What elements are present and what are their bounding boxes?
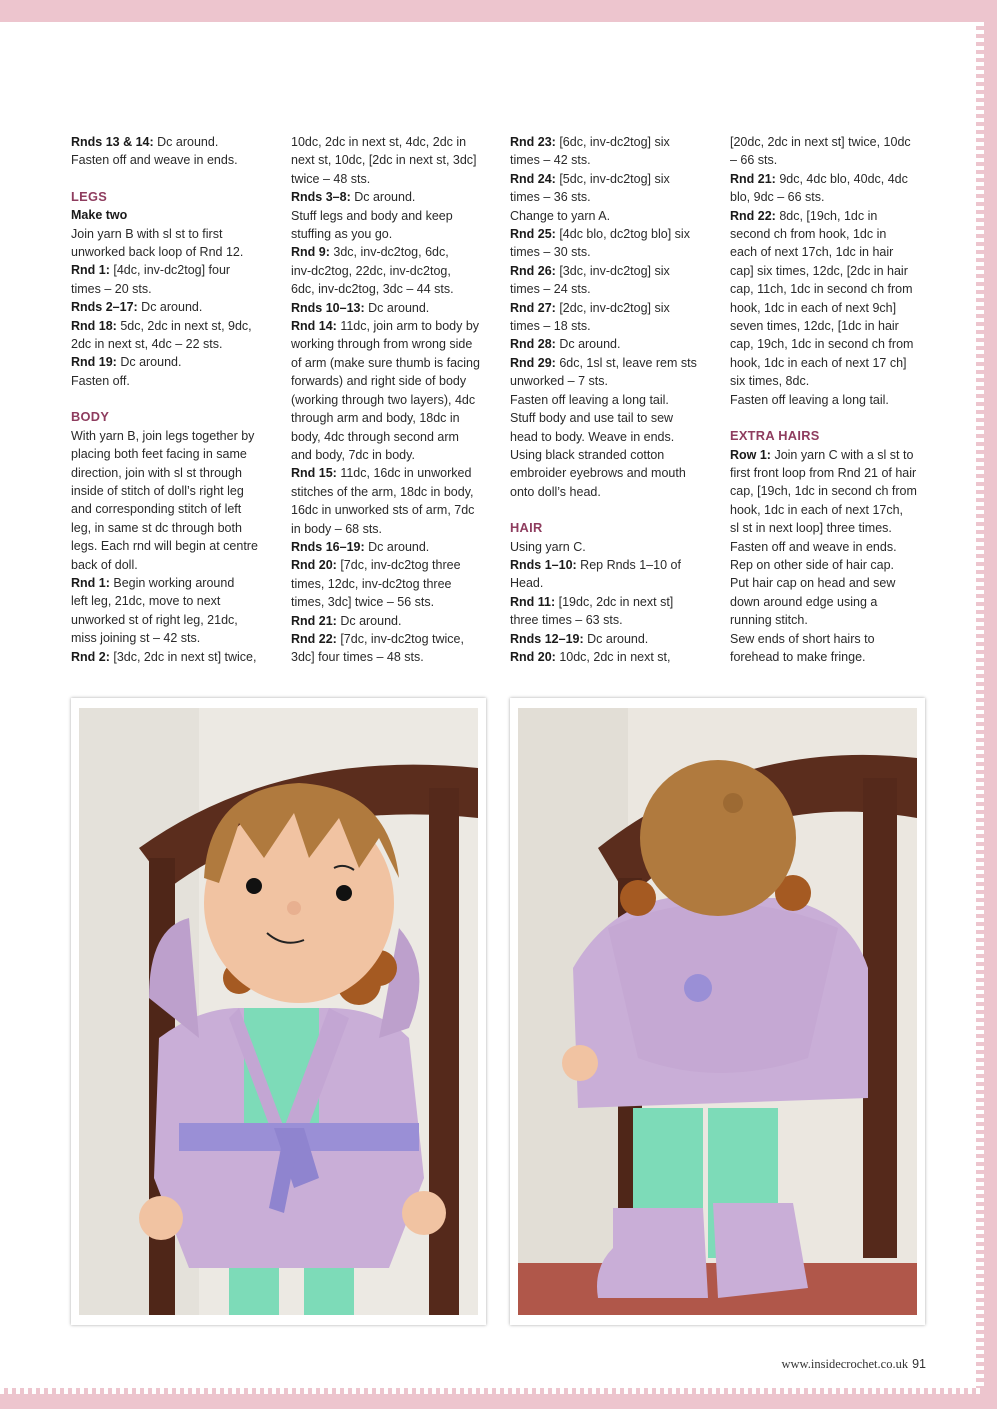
section-heading: BODY bbox=[71, 409, 110, 425]
pattern-line bbox=[730, 354, 930, 372]
instruction-text: 5dc, 2dc in next st, 9dc, bbox=[116, 318, 252, 333]
instruction-text: Dc around. bbox=[364, 539, 430, 554]
pattern-line bbox=[510, 299, 710, 317]
pattern-line bbox=[510, 170, 710, 188]
pattern-line bbox=[730, 170, 930, 188]
pattern-line bbox=[71, 611, 271, 629]
round-label: Rnds 2–17: bbox=[71, 300, 138, 315]
pattern-line bbox=[730, 243, 930, 261]
pattern-line bbox=[510, 207, 710, 225]
instruction-text: second ch from hook, 1dc in bbox=[730, 227, 887, 242]
instruction-text: times – 18 sts. bbox=[510, 319, 591, 334]
pattern-line bbox=[71, 648, 271, 666]
pattern-line bbox=[291, 170, 491, 188]
pattern-line bbox=[71, 427, 271, 445]
pattern-line bbox=[291, 575, 491, 593]
instruction-text: each of next 17ch, 1dc in hair bbox=[730, 245, 894, 260]
pattern-line bbox=[291, 409, 491, 427]
instruction-text: unworked – 7 sts. bbox=[510, 374, 608, 389]
instruction-text: down around edge using a bbox=[730, 594, 878, 609]
instruction-text: Dc around. bbox=[583, 631, 649, 646]
round-label: Rnds 3–8: bbox=[291, 190, 351, 205]
pattern-line bbox=[71, 592, 271, 610]
instruction-text: times – 36 sts. bbox=[510, 190, 591, 205]
instruction-text: unworked back loop of Rnd 12. bbox=[71, 245, 244, 260]
round-label: Rnd 15: bbox=[291, 466, 337, 481]
instruction-text: 6dc, inv-dc2tog, 3dc – 44 sts. bbox=[291, 282, 454, 297]
section-heading: EXTRA HAIRS bbox=[730, 428, 820, 444]
instruction-text: 11dc, 16dc in unworked bbox=[336, 466, 472, 481]
instruction-text: Fasten off and weave in ends. bbox=[730, 539, 897, 554]
round-label: Rnd 22: bbox=[291, 631, 337, 646]
pattern-line bbox=[71, 261, 271, 279]
text-column-1 bbox=[71, 133, 271, 666]
pattern-line bbox=[510, 611, 710, 629]
instruction-text: times – 42 sts. bbox=[510, 153, 591, 168]
instruction-text: Head. bbox=[510, 576, 544, 591]
pattern-line bbox=[730, 556, 930, 574]
instruction-text: inside of stitch of doll’s right leg bbox=[71, 483, 244, 498]
instruction-text: 9dc, 4dc blo, 40dc, 4dc bbox=[775, 171, 908, 186]
pattern-line bbox=[291, 188, 491, 206]
pattern-line bbox=[71, 353, 271, 371]
instruction-text: 10dc, 2dc in next st, bbox=[555, 649, 671, 664]
pattern-line bbox=[291, 538, 491, 556]
pattern-line bbox=[71, 574, 271, 592]
text-column-2 bbox=[291, 133, 491, 667]
pattern-line bbox=[291, 299, 491, 317]
pattern-line bbox=[510, 262, 710, 280]
page-footer bbox=[782, 1357, 927, 1372]
scalloped-bottom-edge bbox=[0, 1388, 984, 1394]
pattern-line bbox=[730, 519, 930, 537]
pattern-line bbox=[71, 519, 271, 537]
pattern-line bbox=[510, 574, 710, 592]
round-label: Rnd 22: bbox=[730, 208, 776, 223]
instruction-text: Put hair cap on head and sew bbox=[730, 576, 896, 591]
instruction-text: cap] six times, 12dc, [2dc in hair bbox=[730, 263, 908, 278]
instruction-text: and corresponding stitch of left bbox=[71, 502, 242, 517]
round-label: Rnd 25: bbox=[510, 227, 556, 242]
pattern-line bbox=[291, 280, 491, 298]
instruction-text: miss joining st – 42 sts. bbox=[71, 631, 201, 646]
instruction-text: cap, [19ch, 1dc in second ch from bbox=[730, 484, 917, 499]
instruction-text: Rep Rnds 1–10 of bbox=[576, 557, 681, 572]
instruction-text: [7dc, inv-dc2tog three bbox=[336, 558, 461, 573]
pattern-line bbox=[510, 317, 710, 335]
instruction-text: next st, 10dc, [2dc in next st, 3dc] bbox=[291, 153, 477, 168]
round-label: Rnd 20: bbox=[510, 649, 556, 664]
pattern-line bbox=[291, 428, 491, 446]
instruction-text: 3dc] four times – 48 sts. bbox=[291, 650, 424, 665]
pattern-line bbox=[510, 133, 710, 151]
instruction-text: cap, 11ch, 1dc in second ch from bbox=[730, 282, 913, 297]
pattern-line bbox=[71, 243, 271, 261]
instruction-text: sl st in next loop] three times. bbox=[730, 521, 892, 536]
instruction-text: six times, 8dc. bbox=[730, 374, 810, 389]
pattern-line bbox=[730, 501, 930, 519]
instruction-text: left leg, 21dc, move to next bbox=[71, 594, 221, 609]
instruction-text: 3dc, inv-dc2tog, 6dc, bbox=[329, 245, 449, 260]
pattern-line bbox=[291, 464, 491, 482]
round-label: Rnd 14: bbox=[291, 319, 337, 334]
instruction-text: times – 24 sts. bbox=[510, 282, 591, 297]
pattern-line bbox=[71, 537, 271, 555]
pattern-line bbox=[71, 629, 271, 647]
pattern-line bbox=[291, 501, 491, 519]
section-heading: LEGS bbox=[71, 188, 108, 204]
instruction-text: 8dc, [19ch, 1dc in bbox=[775, 208, 878, 223]
instruction-text: running stitch. bbox=[730, 613, 808, 628]
instruction-text: leg, in same st dc through both bbox=[71, 520, 242, 535]
pattern-line bbox=[730, 648, 930, 666]
instruction-text: [6dc, inv-dc2tog] six bbox=[555, 135, 670, 149]
pattern-line bbox=[291, 335, 491, 353]
pattern-line bbox=[71, 556, 271, 574]
instruction-text: Fasten off leaving a long tail. bbox=[730, 392, 889, 407]
instruction-text: [3dc, inv-dc2tog] six bbox=[555, 263, 670, 278]
instruction-text: Dc around. bbox=[364, 300, 430, 315]
pattern-line bbox=[730, 151, 930, 169]
round-label: Rnd 29: bbox=[510, 355, 556, 370]
instruction-text: in body – 68 sts. bbox=[291, 521, 383, 536]
pattern-line bbox=[730, 482, 930, 500]
pattern-line bbox=[510, 372, 710, 390]
pattern-line bbox=[291, 354, 491, 372]
instruction-text: body, 4dc through second arm bbox=[291, 429, 459, 444]
instruction-text: Rep on other side of hair cap. bbox=[730, 557, 894, 572]
pattern-line bbox=[291, 483, 491, 501]
instruction-text: working through from wrong side bbox=[291, 337, 473, 352]
pattern-line bbox=[71, 298, 271, 316]
pattern-line bbox=[71, 372, 271, 390]
pattern-line bbox=[730, 262, 930, 280]
instruction-text: – 66 sts. bbox=[730, 153, 778, 168]
instruction-text: Change to yarn A. bbox=[510, 208, 611, 223]
pattern-line bbox=[730, 225, 930, 243]
round-label: Rnd 2: bbox=[71, 649, 110, 664]
pattern-line bbox=[730, 317, 930, 335]
instruction-text: forehead to make fringe. bbox=[730, 649, 866, 664]
instruction-text: [19dc, 2dc in next st] bbox=[555, 594, 674, 609]
instruction-text: back of doll. bbox=[71, 557, 138, 572]
instruction-text: Fasten off leaving a long tail. bbox=[510, 392, 669, 407]
instruction-text: through arm and body, 18dc in bbox=[291, 411, 460, 426]
instruction-text: Dc around. bbox=[116, 355, 182, 370]
round-label: Rnd 27: bbox=[510, 300, 556, 315]
photo-doll-back bbox=[510, 698, 925, 1325]
instruction-text: Dc around. bbox=[336, 613, 402, 628]
instruction-text: [4dc blo, dc2tog blo] six bbox=[555, 227, 690, 242]
round-label: Rnd 21: bbox=[291, 613, 337, 628]
pattern-line bbox=[510, 648, 710, 666]
instruction-text: Join yarn C with a sl st to bbox=[770, 447, 914, 462]
instruction-text: hook, 1dc in each of next 17ch, bbox=[730, 502, 904, 517]
text-column-4 bbox=[730, 133, 930, 666]
instruction-text: hook, 1dc in each of next 9ch] bbox=[730, 300, 897, 315]
round-label: Rnds 10–13: bbox=[291, 300, 365, 315]
instruction-text: of arm (make sure thumb is facing bbox=[291, 355, 480, 370]
round-label: Rnd 9: bbox=[291, 245, 330, 260]
round-label: Rnd 1: bbox=[71, 263, 110, 278]
instruction-text: 6dc, 1sl st, leave rem sts bbox=[555, 355, 697, 370]
pattern-line bbox=[510, 630, 710, 648]
instruction-text: Sew ends of short hairs to bbox=[730, 631, 875, 646]
instruction-text: direction, join with sl st through bbox=[71, 465, 242, 480]
pattern-line bbox=[291, 207, 491, 225]
instruction-text: 16dc in unworked sts of arm, 7dc bbox=[291, 503, 475, 518]
doll-back-image bbox=[518, 708, 917, 1315]
pattern-line bbox=[71, 133, 271, 151]
pattern-line bbox=[71, 206, 271, 224]
instruction-text: inv-dc2tog, 22dc, inv-dc2tog, bbox=[291, 263, 451, 278]
instruction-text: Dc around. bbox=[350, 190, 416, 205]
instruction-text: [2dc, inv-dc2tog] six bbox=[555, 300, 670, 315]
pattern-line bbox=[71, 482, 271, 500]
instruction-text: Dc around. bbox=[137, 300, 203, 315]
instruction-text: Stuff legs and body and keep bbox=[291, 208, 453, 223]
pattern-line bbox=[730, 188, 930, 206]
pattern-line bbox=[730, 446, 930, 464]
instruction-text: (working through two layers), 4dc bbox=[291, 392, 476, 407]
pattern-line bbox=[71, 464, 271, 482]
pattern-line bbox=[510, 483, 710, 501]
pattern-line bbox=[730, 372, 930, 390]
round-label: Rnd 18: bbox=[71, 318, 117, 333]
instruction-text: [3dc, 2dc in next st] twice, bbox=[109, 649, 257, 664]
pattern-line bbox=[291, 612, 491, 630]
pattern-line bbox=[291, 556, 491, 574]
pattern-line bbox=[71, 317, 271, 335]
instruction-text: Using black stranded cotton bbox=[510, 447, 665, 462]
pattern-line bbox=[510, 409, 710, 427]
pattern-line bbox=[291, 317, 491, 335]
instruction-text: head to body. Weave in ends. bbox=[510, 429, 675, 444]
instruction-text: Join yarn B with sl st to first bbox=[71, 226, 223, 241]
footer-url: www.insidecrochet.co.uk bbox=[781, 1357, 909, 1371]
round-label: Rnd 23: bbox=[510, 135, 556, 149]
instruction-text: Fasten off. bbox=[71, 373, 130, 388]
pattern-line bbox=[71, 280, 271, 298]
instruction-text: cap, 19ch, 1dc in second ch from bbox=[730, 337, 914, 352]
pattern-line bbox=[730, 611, 930, 629]
instruction-text: Dc around. bbox=[555, 337, 621, 352]
instruction-text: unworked st of right leg, 21dc, bbox=[71, 612, 238, 627]
instruction-text: seven times, 12dc, [1dc in hair bbox=[730, 319, 899, 334]
pattern-line bbox=[291, 225, 491, 243]
pattern-line bbox=[291, 630, 491, 648]
pattern-line bbox=[71, 151, 271, 169]
pattern-line bbox=[510, 280, 710, 298]
pattern-line bbox=[291, 520, 491, 538]
round-label: Row 1: bbox=[730, 447, 771, 462]
pattern-line bbox=[291, 391, 491, 409]
instruction-text: 10dc, 2dc in next st, 4dc, 2dc in bbox=[291, 135, 467, 149]
pattern-line bbox=[510, 243, 710, 261]
pattern-line bbox=[291, 648, 491, 666]
pattern-line bbox=[510, 446, 710, 464]
instruction-text: three times – 63 sts. bbox=[510, 613, 623, 628]
pattern-line bbox=[291, 151, 491, 169]
instruction-text: times, 3dc] twice – 56 sts. bbox=[291, 595, 435, 610]
pattern-line bbox=[71, 445, 271, 463]
pattern-line bbox=[730, 335, 930, 353]
pattern-line bbox=[730, 574, 930, 592]
pattern-line bbox=[291, 446, 491, 464]
pattern-line bbox=[730, 538, 930, 556]
instruction-text: [7dc, inv-dc2tog twice, bbox=[336, 631, 464, 646]
instruction-text: stitches of the arm, 18dc in body, bbox=[291, 484, 474, 499]
instruction-text: embroider eyebrows and mouth bbox=[510, 466, 686, 481]
instruction-text: and body, 7dc in body. bbox=[291, 447, 415, 462]
round-label: Rnds 1–10: bbox=[510, 557, 577, 572]
round-label: Rnd 28: bbox=[510, 337, 556, 352]
instruction-text: 11dc, join arm to body by bbox=[336, 319, 480, 334]
round-label: Rnds 12–19: bbox=[510, 631, 584, 646]
round-label: Rnd 26: bbox=[510, 263, 556, 278]
instruction-text: Begin working around bbox=[109, 575, 235, 590]
round-label: Rnds 13 & 14: bbox=[71, 135, 154, 149]
pattern-line bbox=[510, 151, 710, 169]
pattern-line bbox=[71, 500, 271, 518]
pattern-line bbox=[71, 225, 271, 243]
pattern-line bbox=[730, 207, 930, 225]
instruction-text: [20dc, 2dc in next st] twice, 10dc bbox=[730, 135, 911, 149]
pattern-line bbox=[510, 556, 710, 574]
photo-doll-front bbox=[71, 698, 486, 1325]
instruction-text: stuffing as you go. bbox=[291, 227, 393, 242]
pattern-line bbox=[730, 630, 930, 648]
pattern-line bbox=[730, 299, 930, 317]
instruction-text: Using yarn C. bbox=[510, 539, 586, 554]
pattern-line bbox=[510, 335, 710, 353]
scalloped-right-edge bbox=[976, 22, 984, 1388]
pattern-line bbox=[291, 262, 491, 280]
round-label: Rnd 1: bbox=[71, 575, 110, 590]
instruction-text: times – 20 sts. bbox=[71, 281, 152, 296]
pattern-line bbox=[730, 391, 930, 409]
pattern-line bbox=[291, 133, 491, 151]
pattern-line bbox=[510, 188, 710, 206]
pattern-line bbox=[510, 464, 710, 482]
instruction-text: onto doll’s head. bbox=[510, 484, 601, 499]
instruction-text: With yarn B, join legs together by bbox=[71, 428, 255, 443]
round-label: Rnd 19: bbox=[71, 355, 117, 370]
pattern-line bbox=[510, 593, 710, 611]
instruction-text: twice – 48 sts. bbox=[291, 171, 371, 186]
pattern-line bbox=[730, 133, 930, 151]
page-number: 91 bbox=[912, 1357, 926, 1371]
pattern-line bbox=[291, 243, 491, 261]
round-label: Rnd 24: bbox=[510, 171, 556, 186]
instruction-text: first front loop from Rnd 21 of hair bbox=[730, 465, 917, 480]
pattern-line bbox=[510, 225, 710, 243]
instruction-text: blo, 9dc – 66 sts. bbox=[730, 190, 825, 205]
pattern-line bbox=[510, 428, 710, 446]
instruction-text: 2dc in next st, 4dc – 22 sts. bbox=[71, 337, 223, 352]
instruction-text: forwards) and right side of body bbox=[291, 374, 467, 389]
round-label: Rnd 20: bbox=[291, 558, 337, 573]
pattern-line bbox=[291, 593, 491, 611]
text-column-3 bbox=[510, 133, 710, 666]
pattern-line bbox=[510, 354, 710, 372]
pattern-line bbox=[510, 538, 710, 556]
instruction-text: Fasten off and weave in ends. bbox=[71, 153, 238, 168]
instruction-text: times – 30 sts. bbox=[510, 245, 591, 260]
round-label: Make two bbox=[71, 208, 128, 223]
pattern-line bbox=[291, 372, 491, 390]
instruction-text: legs. Each rnd will begin at centre bbox=[71, 539, 258, 554]
pattern-line bbox=[730, 593, 930, 611]
instruction-text: [4dc, inv-dc2tog] four bbox=[109, 263, 231, 278]
round-label: Rnd 21: bbox=[730, 171, 776, 186]
instruction-text: Dc around. bbox=[153, 135, 219, 149]
instruction-text: hook, 1dc in each of next 17 ch] bbox=[730, 355, 907, 370]
pattern-line bbox=[510, 391, 710, 409]
pattern-line bbox=[71, 335, 271, 353]
instruction-text: Stuff body and use tail to sew bbox=[510, 411, 674, 426]
doll-front-image bbox=[79, 708, 478, 1315]
pattern-line bbox=[730, 464, 930, 482]
pattern-line bbox=[730, 280, 930, 298]
instruction-text: [5dc, inv-dc2tog] six bbox=[555, 171, 670, 186]
instruction-text: placing both feet facing in same bbox=[71, 447, 247, 462]
section-heading: HAIR bbox=[510, 520, 543, 536]
instruction-text: times, 12dc, inv-dc2tog three bbox=[291, 576, 452, 591]
round-label: Rnds 16–19: bbox=[291, 539, 365, 554]
round-label: Rnd 11: bbox=[510, 594, 556, 609]
